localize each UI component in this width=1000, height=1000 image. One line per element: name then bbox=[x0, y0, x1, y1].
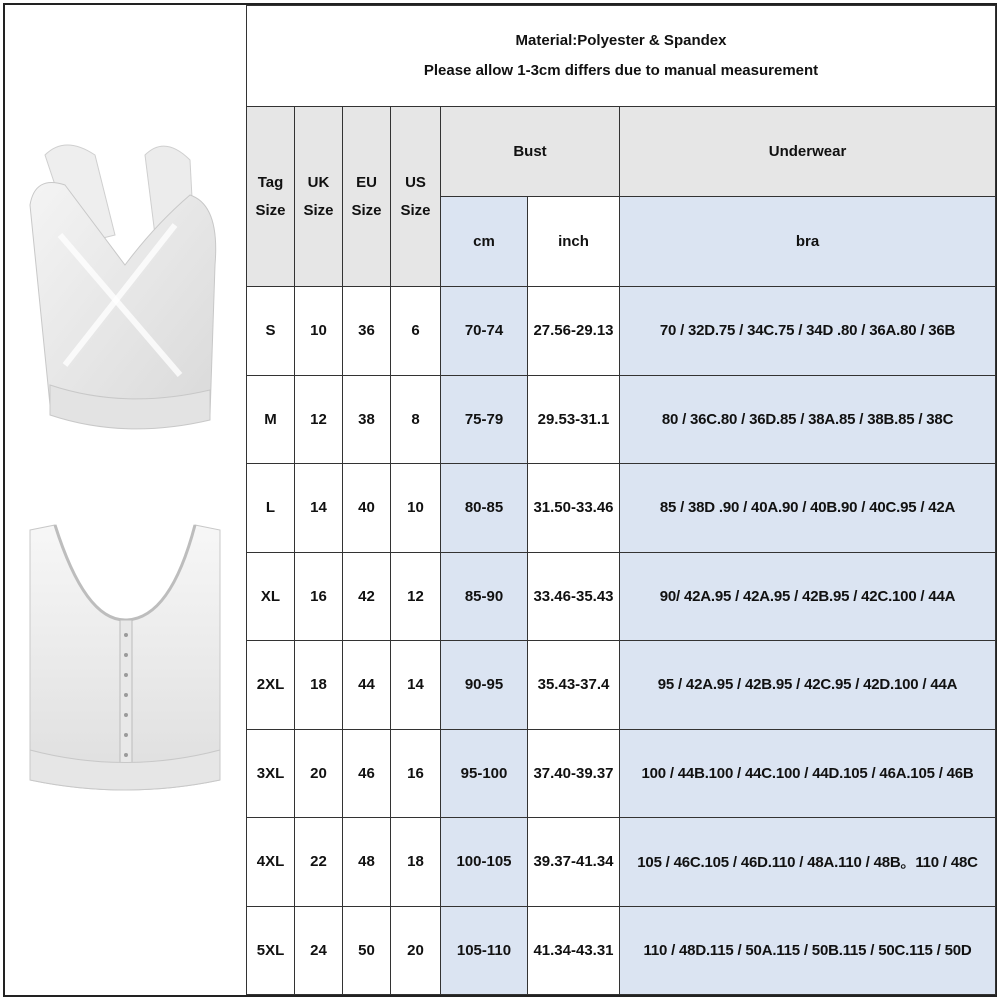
us-size-cell: 8 bbox=[391, 375, 441, 464]
table-row bbox=[247, 906, 996, 995]
table-row bbox=[247, 641, 996, 730]
column-header-bust: Bust bbox=[441, 107, 620, 197]
us-size-cell: 12 bbox=[391, 552, 441, 641]
uk-size-cell: 18 bbox=[295, 641, 343, 730]
bra-size-cell: 100 / 44B.100 / 44C.100 / 44D.105 / 46A.105 / 46B bbox=[620, 729, 996, 818]
eu-size-cell: 50 bbox=[343, 906, 391, 995]
us-size-cell: 10 bbox=[391, 464, 441, 553]
us-size-cell: 20 bbox=[391, 906, 441, 995]
column-header-eu-size: EU Size bbox=[343, 107, 391, 287]
table-row bbox=[247, 464, 996, 553]
eu-size-cell: 40 bbox=[343, 464, 391, 553]
eu-size-cell: 44 bbox=[343, 641, 391, 730]
uk-size-cell: 22 bbox=[295, 818, 343, 907]
column-header-inch: inch bbox=[528, 197, 620, 287]
bust-inch-cell: 41.34-43.31 bbox=[528, 906, 620, 995]
bust-cm-cell: 105-110 bbox=[441, 906, 528, 995]
bra-back-view-image bbox=[5, 115, 246, 455]
eu-size-cell: 46 bbox=[343, 729, 391, 818]
tag-size-cell: 4XL bbox=[247, 818, 295, 907]
us-size-cell: 14 bbox=[391, 641, 441, 730]
tag-size-cell: XL bbox=[247, 552, 295, 641]
us-size-cell: 16 bbox=[391, 729, 441, 818]
tag-size-cell: L bbox=[247, 464, 295, 553]
column-header-underwear: Underwear bbox=[620, 107, 996, 197]
us-size-cell: 18 bbox=[391, 818, 441, 907]
bust-cm-cell: 90-95 bbox=[441, 641, 528, 730]
bust-cm-cell: 95-100 bbox=[441, 729, 528, 818]
size-chart-frame bbox=[3, 3, 997, 997]
table-row bbox=[247, 287, 996, 376]
table-row bbox=[247, 729, 996, 818]
product-photo-column bbox=[5, 5, 248, 995]
table-row bbox=[247, 375, 996, 464]
tag-size-cell: S bbox=[247, 287, 295, 376]
uk-size-cell: 16 bbox=[295, 552, 343, 641]
uk-size-cell: 24 bbox=[295, 906, 343, 995]
bra-size-cell: 85 / 38D .90 / 40A.90 / 40B.90 / 40C.95 / 42A bbox=[620, 464, 996, 553]
eu-size-cell: 38 bbox=[343, 375, 391, 464]
material-text: Material:Polyester & Spandex bbox=[515, 32, 727, 49]
column-header-uk-size: UK Size bbox=[295, 107, 343, 287]
bust-cm-cell: 75-79 bbox=[441, 375, 528, 464]
eu-size-cell: 36 bbox=[343, 287, 391, 376]
bra-size-cell: 95 / 42A.95 / 42B.95 / 42C.95 / 42D.100 / 44A bbox=[620, 641, 996, 730]
size-rows bbox=[247, 287, 996, 995]
bust-inch-cell: 35.43-37.4 bbox=[528, 641, 620, 730]
column-header-us-size: US Size bbox=[391, 107, 441, 287]
bust-inch-cell: 39.37-41.34 bbox=[528, 818, 620, 907]
bust-inch-cell: 29.53-31.1 bbox=[528, 375, 620, 464]
table-row bbox=[247, 552, 996, 641]
tag-size-cell: 3XL bbox=[247, 729, 295, 818]
size-chart-table bbox=[246, 5, 996, 995]
eu-size-cell: 48 bbox=[343, 818, 391, 907]
measurement-note: Please allow 1-3cm differs due to manual measurement bbox=[423, 62, 819, 79]
bust-cm-cell: 70-74 bbox=[441, 287, 528, 376]
column-header-bra: bra bbox=[620, 197, 996, 287]
bust-inch-cell: 27.56-29.13 bbox=[528, 287, 620, 376]
column-header-cm: cm bbox=[441, 197, 528, 287]
bust-cm-cell: 80-85 bbox=[441, 464, 528, 553]
tag-size-cell: 5XL bbox=[247, 906, 295, 995]
bra-size-cell: 110 / 48D.115 / 50A.115 / 50B.115 / 50C.115 / 50D bbox=[620, 906, 996, 995]
column-header-tag-size: Tag Size bbox=[247, 107, 295, 287]
table-title bbox=[247, 6, 996, 107]
tag-size-cell: M bbox=[247, 375, 295, 464]
uk-size-cell: 10 bbox=[295, 287, 343, 376]
bra-size-cell: 70 / 32D.75 / 34C.75 / 34D .80 / 36A.80 / 36B bbox=[620, 287, 996, 376]
bust-inch-cell: 37.40-39.37 bbox=[528, 729, 620, 818]
bust-inch-cell: 33.46-35.43 bbox=[528, 552, 620, 641]
bust-cm-cell: 85-90 bbox=[441, 552, 528, 641]
bra-size-cell: 105 / 46C.105 / 46D.110 / 48A.110 / 48B。110 / 48C bbox=[620, 818, 996, 907]
bra-size-cell: 80 / 36C.80 / 36D.85 / 38A.85 / 38B.85 / 38C bbox=[620, 375, 996, 464]
bust-cm-cell: 100-105 bbox=[441, 818, 528, 907]
uk-size-cell: 12 bbox=[295, 375, 343, 464]
bust-inch-cell: 31.50-33.46 bbox=[528, 464, 620, 553]
uk-size-cell: 20 bbox=[295, 729, 343, 818]
uk-size-cell: 14 bbox=[295, 464, 343, 553]
bra-size-cell: 90/ 42A.95 / 42A.95 / 42B.95 / 42C.100 / 44A bbox=[620, 552, 996, 641]
us-size-cell: 6 bbox=[391, 287, 441, 376]
tag-size-cell: 2XL bbox=[247, 641, 295, 730]
bra-front-view-image bbox=[5, 510, 246, 810]
table-row bbox=[247, 818, 996, 907]
eu-size-cell: 42 bbox=[343, 552, 391, 641]
